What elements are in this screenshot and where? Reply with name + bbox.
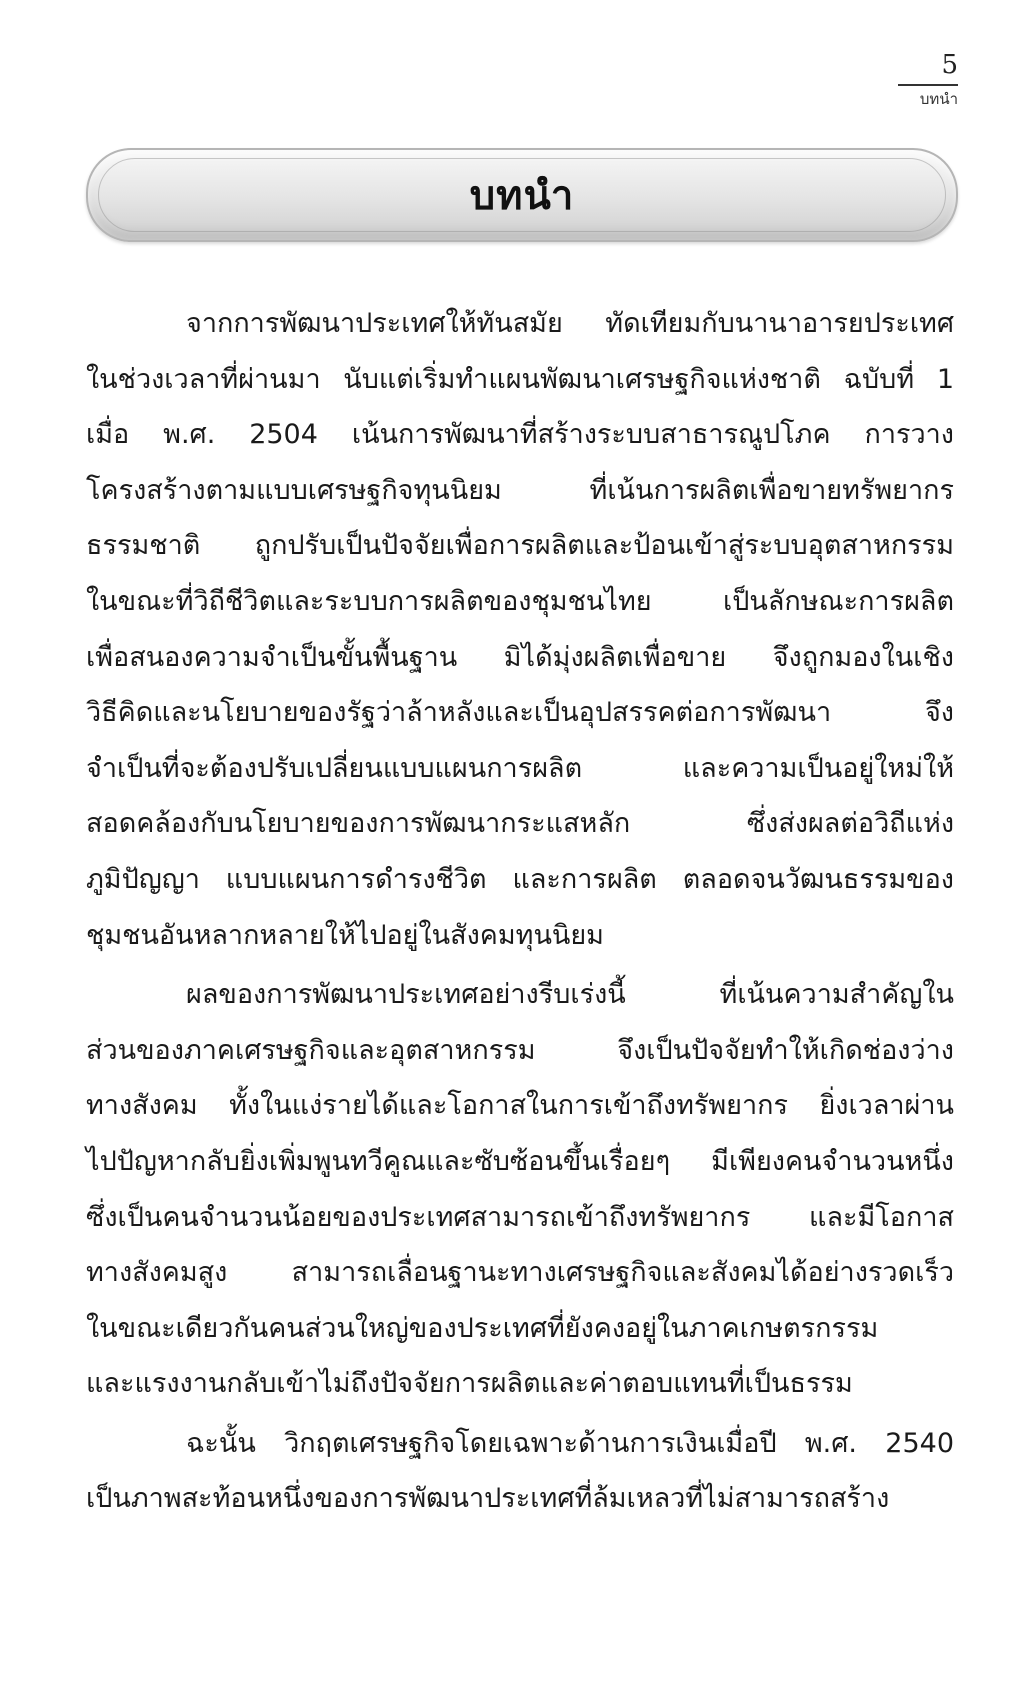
text-line: ธรรมชาติ ถูกปรับเป็นปัจจัยเพื่อการผลิตและป้อนเข้าสู่ระบบอุตสาหกรรม <box>86 530 954 562</box>
text-line: จากการพัฒนาประเทศให้ทันสมัย ทัดเทียมกับนานาอารยประเทศ <box>186 308 954 339</box>
text-line: ในขณะเดียวกันคนส่วนใหญ่ของประเทศที่ยังคงอยู่ในภาคเกษตรกรรม <box>86 1312 879 1344</box>
text-line: ฉะนั้น วิกฤตเศรษฐกิจโดยเฉพาะด้านการเงินเมื่อปี พ.ศ. 2540 <box>186 1427 954 1459</box>
text-line: ทางสังคมสูง สามารถเลื่อนฐานะทางเศรษฐกิจและสังคมได้อย่างรวดเร็ว <box>86 1257 954 1289</box>
text-line: เพื่อสนองความจำเป็นขั้นพื้นฐาน มิได้มุ่งผลิตเพื่อขาย จึงถูกมองในเชิง <box>86 641 954 673</box>
text-line: วิธีคิดและนโยบายของรัฐว่าล้าหลังและเป็นอุปสรรคต่อการพัฒนา จึง <box>86 697 954 729</box>
text-line: เมื่อ พ.ศ. 2504 เน้นการพัฒนาที่สร้างระบบสาธารณูปโภค การวาง <box>86 419 954 451</box>
text-line: โครงสร้างตามแบบเศรษฐกิจทุนนิยม ที่เน้นการผลิตเพื่อขายทรัพยากร <box>86 474 954 506</box>
text-line: ในขณะที่วิถีชีวิตและระบบการผลิตของชุมชนไทย เป็นลักษณะการผลิต <box>86 585 954 617</box>
chapter-title-banner <box>86 148 958 242</box>
page-number: 5 <box>941 50 958 80</box>
running-head <box>878 50 958 108</box>
paragraph-1 <box>86 296 954 963</box>
text-line: ชุมชนอันหลากหลายให้ไปอยู่ในสังคมทุนนิยม <box>86 919 604 951</box>
body-text <box>86 296 954 1531</box>
paragraph-3 <box>86 1416 954 1527</box>
text-line: จำเป็นที่จะต้องปรับเปลี่ยนแบบแผนการผลิต และความเป็นอยู่ใหม่ให้ <box>86 752 954 784</box>
text-line: ซึ่งเป็นคนจำนวนน้อยของประเทศสามารถเข้าถึงทรัพยากร และมีโอกาส <box>86 1201 954 1233</box>
running-head-section: บทนำ <box>919 90 958 108</box>
text-line: ภูมิปัญญา แบบแผนการดำรงชีวิต และการผลิต ตลอดจนวัฒนธรรมของ <box>86 863 954 895</box>
text-line: ส่วนของภาคเศรษฐกิจและอุตสาหกรรม จึงเป็นปัจจัยทำให้เกิดช่องว่าง <box>86 1034 954 1066</box>
text-line: ผลของการพัฒนาประเทศอย่างรีบเร่งนี้ ที่เน้นความสำคัญใน <box>186 979 954 1011</box>
paragraph-2 <box>86 967 954 1412</box>
text-line: ในช่วงเวลาที่ผ่านมา นับแต่เริ่มทำแผนพัฒนาเศรษฐกิจแห่งชาติ ฉบับที่ 1 <box>86 363 954 395</box>
text-line: ไปปัญหากลับยิ่งเพิ่มพูนทวีคูณและซับซ้อนขึ้นเรื่อยๆ มีเพียงคนจำนวนหนึ่ง <box>86 1145 954 1177</box>
text-line: สอดคล้องกับนโยบายของการพัฒนากระแสหลัก ซึ่งส่งผลต่อวิถีแห่ง <box>86 808 954 840</box>
text-line: ทางสังคม ทั้งในแง่รายได้และโอกาสในการเข้าถึงทรัพยากร ยิ่งเวลาผ่าน <box>86 1090 954 1122</box>
text-line: เป็นภาพสะท้อนหนึ่งของการพัฒนาประเทศที่ล้มเหลวที่ไม่สามารถสร้าง <box>86 1483 890 1515</box>
text-line: และแรงงานกลับเข้าไม่ถึงปัจจัยการผลิตและค่าตอบแทนที่เป็นธรรม <box>86 1368 853 1400</box>
chapter-title: บทนำ <box>469 173 575 219</box>
header-rule <box>898 84 958 86</box>
